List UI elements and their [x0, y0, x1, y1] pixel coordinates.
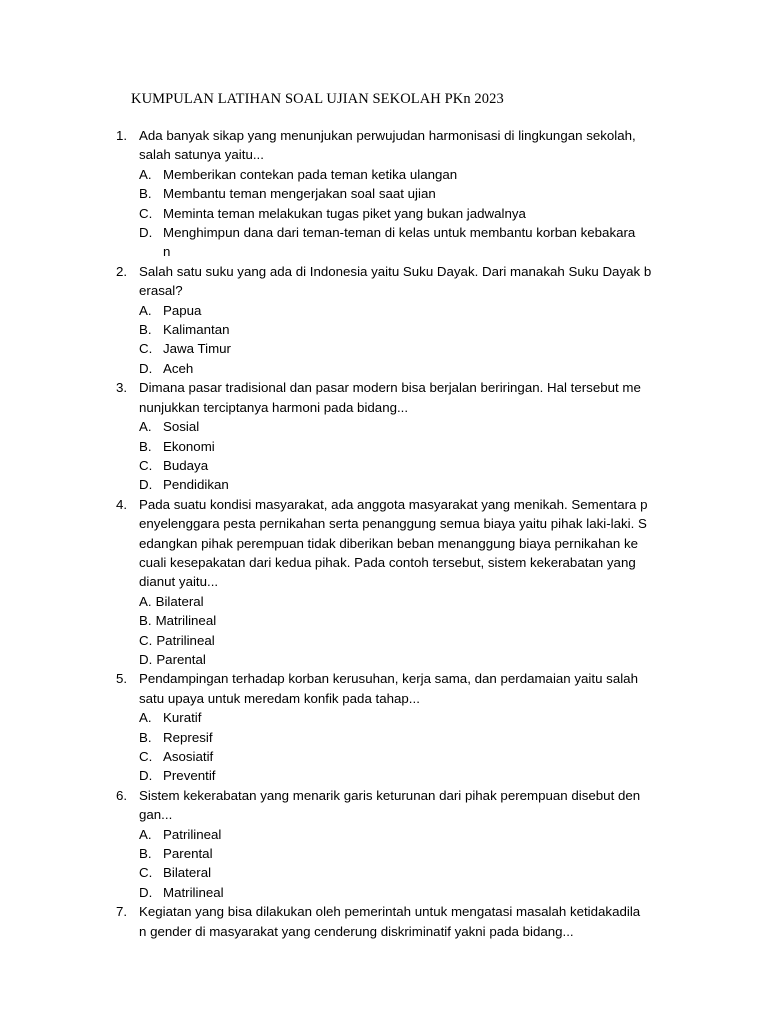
option-item — [0, 747, 768, 766]
question-7 — [0, 902, 768, 941]
option-text: Membantu teman mengerjakan soal saat ujian — [163, 186, 436, 202]
option-letter: A. — [139, 826, 152, 842]
option-list — [0, 165, 768, 262]
question-row — [0, 669, 768, 708]
option-text: Asosiatif — [163, 749, 214, 764]
option-text: Pendidikan — [163, 477, 229, 493]
option-item — [0, 825, 768, 844]
question-text: Pada suatu kondisi masyarakat, ada anggota masyarakat yang menikah. Sementara p enyelenggara pesta pernikahan serta penanggung semua biaya yaitu pihak laki-laki. S edangkan pihak perempuan tidak diberikan beban menanggung biaya pernikahan ke cuali kesepakatan dari kedua pihak. Pada contoh tersebut, sistem kekerabatan yang dianut yaitu... — [139, 496, 648, 590]
option-letter: A. — [139, 710, 152, 726]
option-letter: D. — [139, 360, 153, 376]
option-item — [0, 631, 768, 650]
option-text: Aceh — [163, 360, 194, 376]
option-text: Meminta teman melakukan tugas piket yang bukan jadwalnya — [163, 205, 526, 221]
option-letter: C. — [139, 749, 153, 764]
question-list — [0, 126, 768, 941]
option-letter: D. — [139, 884, 153, 900]
question-3 — [0, 378, 768, 494]
option-item — [0, 456, 768, 475]
option-item — [0, 339, 768, 358]
option-letter: D. — [139, 477, 153, 493]
option-item — [0, 204, 768, 223]
question-number: 3. — [116, 380, 128, 396]
option-letter: B. — [139, 186, 152, 202]
option-text: Kalimantan — [163, 322, 230, 338]
option-text: Sosial — [163, 419, 200, 435]
option-letter: C. — [139, 457, 153, 473]
question-2 — [0, 262, 768, 378]
question-text: Dimana pasar tradisional dan pasar modern bisa berjalan beriringan. Hal tersebut me nunjukkan terciptanya harmoni pada bidang... — [139, 380, 641, 415]
option-letter: C. — [139, 632, 153, 648]
option-letter: C. — [139, 341, 153, 357]
option-letter: A. — [139, 166, 152, 182]
page-title: KUMPULAN LATIHAN SOAL UJIAN SEKOLAH PKn 2023 — [131, 91, 504, 107]
question-number: 4. — [116, 496, 128, 512]
question-row — [0, 126, 768, 165]
option-text: Patrilineal — [156, 632, 215, 648]
option-item — [0, 592, 768, 611]
option-item — [0, 223, 768, 262]
option-text: Papua — [163, 302, 202, 318]
option-list — [0, 708, 768, 786]
option-item — [0, 301, 768, 320]
option-text: Kuratif — [163, 710, 202, 726]
option-text: Matrilineal — [163, 884, 224, 900]
question-row — [0, 786, 768, 825]
option-item — [0, 475, 768, 494]
option-text: Bilateral — [155, 593, 204, 609]
option-letter: B. — [139, 613, 152, 629]
option-text: Bilateral — [163, 865, 212, 881]
question-number: 5. — [116, 671, 128, 687]
option-letter: B. — [139, 846, 152, 862]
option-item — [0, 184, 768, 203]
option-text: Patrilineal — [163, 826, 222, 842]
question-number: 7. — [116, 904, 128, 920]
option-item — [0, 863, 768, 882]
option-text: Budaya — [163, 457, 209, 473]
question-number: 2. — [116, 263, 128, 279]
question-text: Pendampingan terhadap korban kerusuhan, kerja sama, dan perdamaian yaitu salah satu upaya untuk meredam konfik pada tahap... — [139, 671, 638, 706]
question-row — [0, 262, 768, 301]
option-item — [0, 708, 768, 727]
question-row — [0, 378, 768, 417]
option-item — [0, 766, 768, 785]
option-letter: B. — [139, 729, 152, 745]
question-4 — [0, 495, 768, 670]
option-item — [0, 883, 768, 902]
option-text: Jawa Timur — [163, 341, 231, 357]
question-row — [0, 902, 768, 941]
option-list — [0, 825, 768, 903]
option-list — [0, 592, 768, 670]
option-text: Parental — [156, 651, 206, 667]
option-letter: A. — [139, 302, 152, 318]
option-text: Matrilineal — [155, 613, 217, 629]
option-item — [0, 844, 768, 863]
question-row — [0, 495, 768, 592]
option-item — [0, 437, 768, 456]
option-text: Memberikan contekan pada teman ketika ulangan — [163, 166, 458, 182]
option-letter: B. — [139, 322, 152, 338]
option-item — [0, 650, 768, 669]
question-number: 6. — [116, 787, 128, 803]
option-letter: B. — [139, 438, 152, 454]
option-letter: D. — [139, 651, 153, 667]
option-letter: D. — [139, 225, 153, 241]
option-item — [0, 165, 768, 184]
option-text: Menghimpun dana dari teman-teman di kelas untuk membantu korban kebakara n — [163, 225, 636, 260]
option-text: Represif — [163, 729, 213, 745]
option-text: Ekonomi — [163, 438, 215, 454]
option-list — [0, 417, 768, 495]
option-list — [0, 301, 768, 379]
option-letter: A. — [139, 419, 152, 435]
option-item — [0, 611, 768, 630]
option-letter: C. — [139, 865, 153, 881]
question-6 — [0, 786, 768, 902]
option-text: Parental — [163, 846, 213, 862]
option-letter: A. — [139, 593, 152, 609]
question-text: Salah satu suku yang ada di Indonesia yaitu Suku Dayak. Dari manakah Suku Dayak b erasal? — [139, 263, 652, 299]
question-text: Ada banyak sikap yang menunjukan perwujudan harmonisasi di lingkungan sekolah, salah satunya yaitu... — [139, 128, 636, 163]
option-item — [0, 359, 768, 378]
question-text: Sistem kekerabatan yang menarik garis keturunan dari pihak perempuan disebut den gan... — [139, 787, 641, 823]
question-text: Kegiatan yang bisa dilakukan oleh pemerintah untuk mengatasi masalah ketidakadila n gender di masyarakat yang cenderung diskriminatif yakni pada bidang... — [139, 904, 641, 939]
option-letter: D. — [139, 768, 153, 784]
option-text: Preventif — [163, 768, 216, 784]
option-item — [0, 320, 768, 339]
question-number: 1. — [116, 128, 128, 143]
option-letter: C. — [139, 205, 153, 221]
question-5 — [0, 669, 768, 785]
option-item — [0, 728, 768, 747]
question-1 — [0, 126, 768, 262]
option-item — [0, 417, 768, 436]
